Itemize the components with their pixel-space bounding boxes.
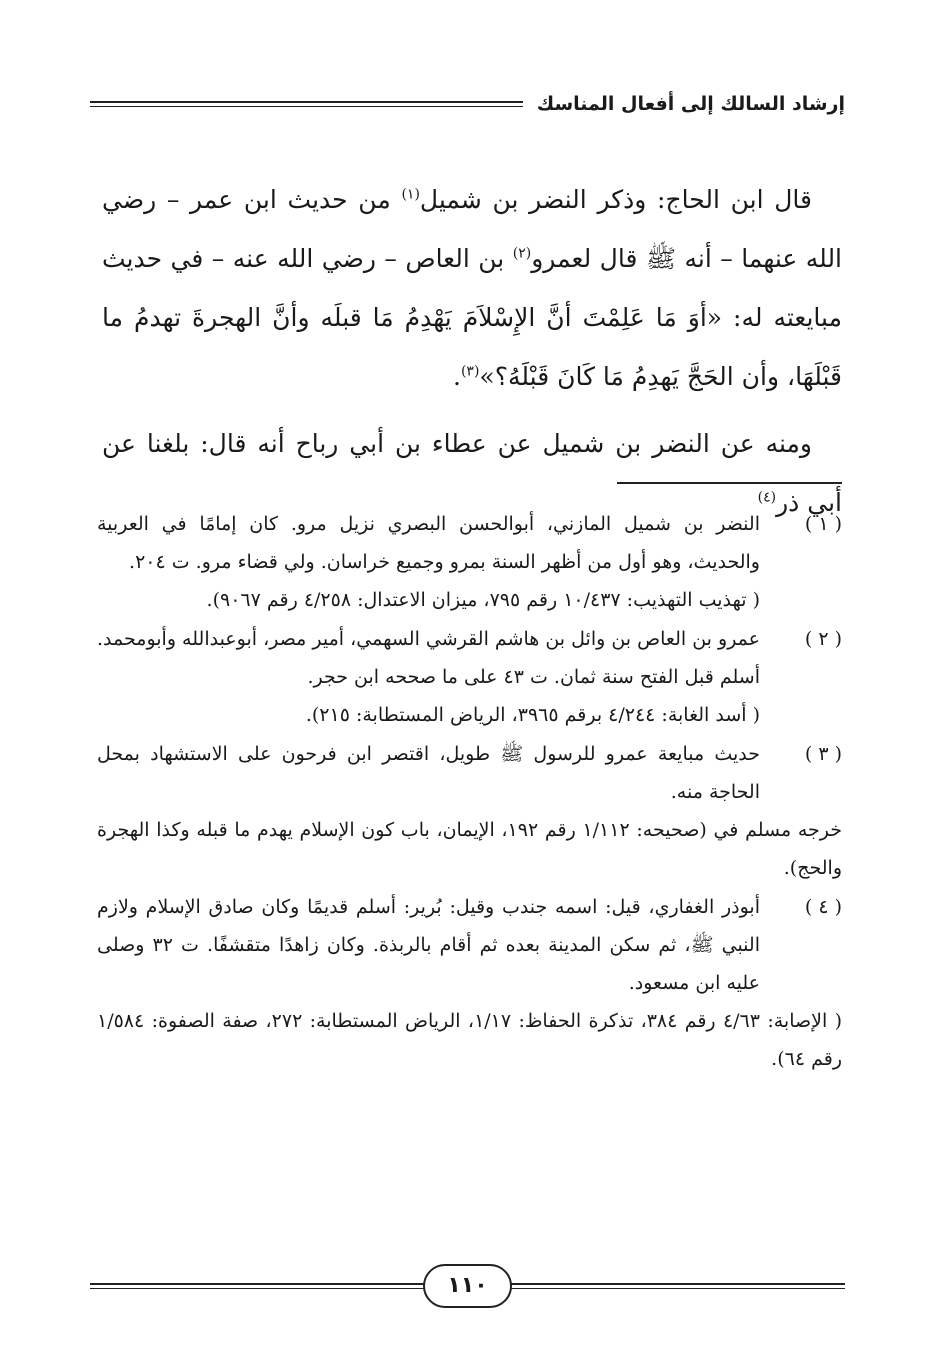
footnote-line: ( تهذيب التهذيب: ١٠/٤٣٧ رقم ٧٩٥، ميزان الاعتدال: ٤/٢٥٨ رقم ٩٠٦٧). (206, 589, 760, 611)
footnote-number: ( ٢ ) (804, 628, 842, 650)
running-title: إرشاد السالك إلى أفعال المناسك (536, 93, 845, 115)
footnote-line: حديث مبايعة عمرو للرسول ﷺ طويل، اقتصر ابن فرحون على الاستشهاد بمحل الحاجة منه. (97, 743, 760, 803)
footnote-ref: (٢) (512, 245, 532, 262)
footnote-body (97, 735, 842, 887)
text-run: ومنه عن النضر بن شميل عن عطاء بن أبي رباح أنه قال: بلغنا عن أبي ذر (102, 429, 842, 517)
footnote-number: ( ٣ ) (804, 743, 842, 765)
footnote-number: ( ٤ ) (804, 896, 842, 918)
header-rule (90, 101, 523, 107)
footnote-line: النضر بن شميل المازني، أبوالحسن البصري نزيل مرو. كان إمامًا في العربية والحديث، وهو أول من أظهر السنة بمرو وجميع خراسان. ولي قضاء مرو. ت ٢٠٤. (97, 513, 760, 573)
text-run: . (452, 362, 461, 391)
footnote-ref: (١) (401, 186, 420, 203)
page-header (90, 84, 845, 124)
footnote (97, 620, 842, 734)
footnote-ref: (٤) (757, 489, 777, 506)
footnote (97, 888, 842, 1078)
footnote-body (97, 505, 760, 619)
page-footer (90, 1262, 845, 1310)
footnote-ref: (٣) (460, 363, 480, 380)
main-text (102, 170, 842, 532)
text-run: بن العاص – رضي الله عنه – في حديث مبايعته له: «أوَ مَا عَلِمْتَ أنَّ الإِسْلاَمَ يَهْدِمُ مَا قبلَه وأنَّ الهجرةَ تهدمُ ما قَبْلَهَا، وأن الحَجَّ يَهدِمُ مَا كَانَ قَبْلَهُ؟» (102, 244, 842, 391)
text-run: من حديث ابن عمر – رضي الله عنهما – أنه ﷺ قال لعمرو (102, 185, 843, 273)
footnote-body (97, 888, 843, 1078)
footnote-line: خرجه مسلم في (صحيحه: ١/١١٢ رقم ١٩٢، الإيمان، باب كون الإسلام يهدم ما قبله وكذا الهجرة والحج). (97, 819, 842, 879)
footnote-body (97, 620, 760, 734)
footnote-line: أبوذر الغفاري، قيل: اسمه جندب وقيل: بُرير: أسلم قديمًا وكان صادق الإسلام ولازم النبي ﷺ، ثم سكن المدينة بعده ثم أقام بالربذة. وكان زاهدًا متقشفًا. ت ٣٢ وصلى عليه ابن مسعود. (97, 896, 760, 994)
footnote-number: ( ١ ) (804, 513, 842, 535)
paragraph (102, 170, 842, 406)
footnote (97, 505, 842, 619)
page-number: ١١٠ (423, 1264, 511, 1308)
footnotes (97, 505, 842, 1079)
footnote-line: ( أسد الغابة: ٤/٢٤٤ برقم ٣٩٦٥، الرياض المستطابة: ٢١٥). (305, 704, 760, 726)
text-run: قال ابن الحاج: وذكر النضر بن شميل (419, 185, 812, 214)
footnote-divider (617, 482, 842, 484)
footnote (97, 735, 842, 887)
footnote-line: ( الإصابة: ٤/٦٣ رقم ٣٨٤، تذكرة الحفاظ: ١/١٧، الرياض المستطابة: ٢٧٢، صفة الصفوة: ١/٥٨٤ رقم ٦٤). (97, 1010, 843, 1070)
footnote-line: عمرو بن العاص بن وائل بن هاشم القرشي السهمي، أمير مصر، أبوعبدالله وأبومحمد. أسلم قبل الفتح سنة ثمان. ت ٤٣ على ما صححه ابن حجر. (97, 628, 760, 688)
